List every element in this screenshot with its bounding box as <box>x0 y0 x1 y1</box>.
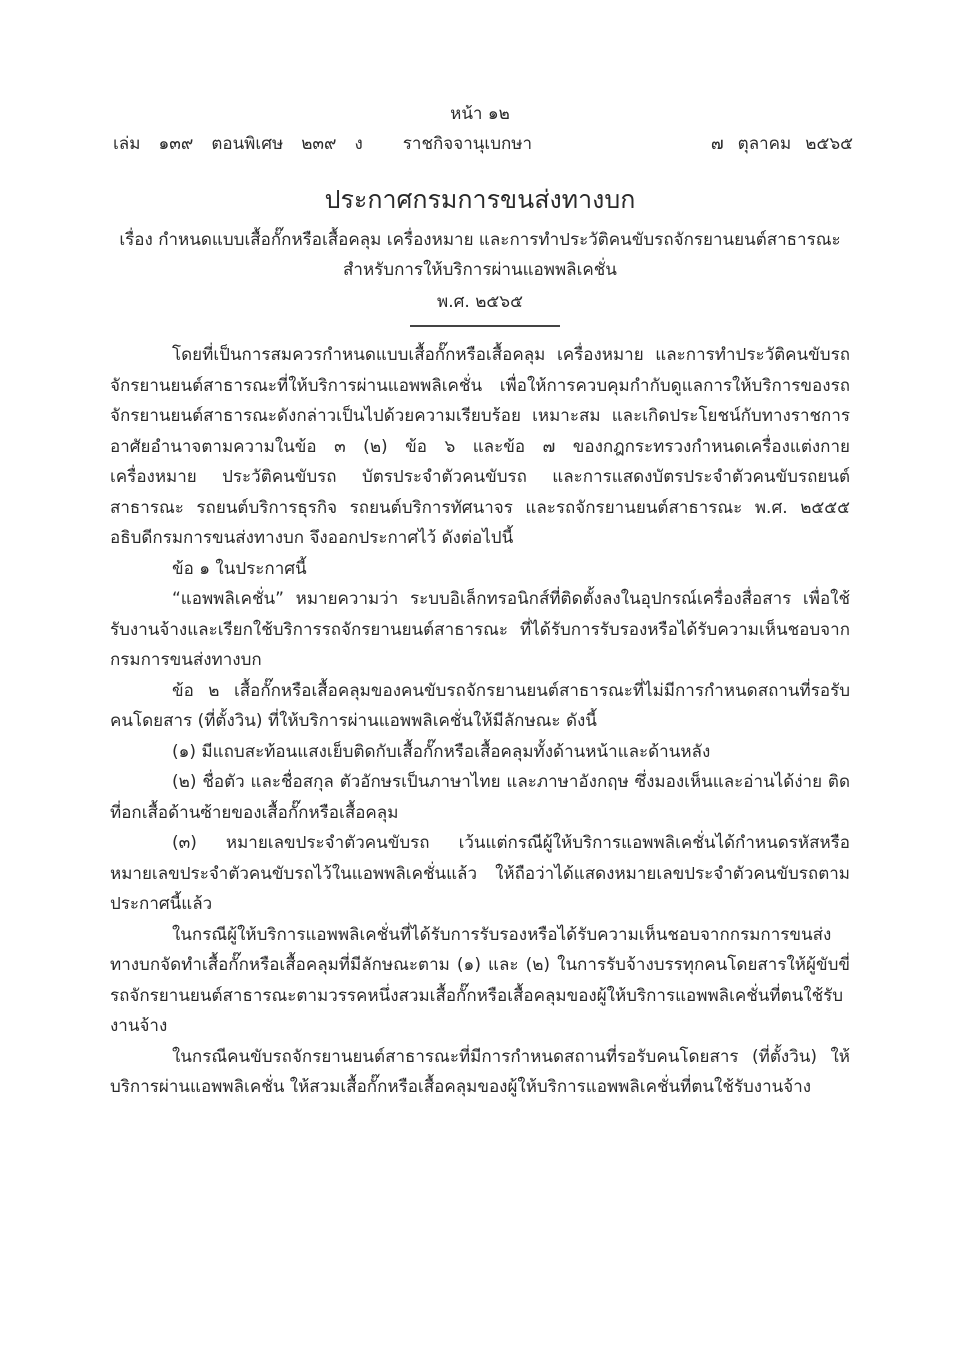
clause-2-paragraph-2: ในกรณีผู้ให้บริการแอพพลิเคชั่นที่ได้รับการรับรองหรือได้รับความเห็นชอบจากกรมการขนส่งทางบกจัดทำเสื้อกั๊กหรือเสื้อคลุมที่มีลักษณะตาม (๑) และ (๒) ในการรับจ้างบรรทุกคนโดยสารให้ผู้ขับขี่รถจักรยานยนต์สาธารณะตามวรรคหนึ่งสวมเสื้อกั๊กหรือเสื้อคลุมของผู้ให้บริการแอพพลิเคชั่นที่ตนใช้รับงานจ้าง <box>110 924 850 1036</box>
issue-number: ๒๓๙ <box>301 134 337 154</box>
issue-label: ตอนพิเศษ <box>211 134 284 154</box>
clause-2-item-3: (๓) หมายเลขประจำตัวคนขับรถ เว้นแต่กรณีผู้ให้บริการแอพพลิเคชั่นได้กำหนดรหัสหรือหมายเลขประจำตัวคนขับรถไว้ในแอพพลิเคชั่นแล้ว ให้ถือว่าได้แสดงหมายเลขประจำตัวคนขับรถตามประกาศนี้แล้ว <box>110 833 850 914</box>
date-year: ๒๕๖๕ <box>805 134 853 154</box>
publication-date <box>711 130 853 157</box>
date-day: ๗ <box>710 134 724 154</box>
gazette-volume-info <box>113 130 363 157</box>
announcement-subject <box>110 225 850 285</box>
preamble-paragraph: โดยที่เป็นการสมควรกำหนดแบบเสื้อกั๊กหรือเสื้อคลุม เครื่องหมาย และการทำประวัติคนขับรถจักรยานยนต์สาธารณะที่ให้บริการผ่านแอพพลิเคชั่น เพื่อให้การควบคุมกำกับดูแลการให้บริการของรถจักรยานยนต์สาธารณะดังกล่าวเป็นไปด้วยความเรียบร้อย เหมาะสม และเกิดประโยชน์กับทางราชการ อาศัยอำนาจตามความในข้อ ๓ (๒) ข้อ ๖ และข้อ ๗ ของกฎกระทรวงกำหนดเครื่องแต่งกาย เครื่องหมาย ประวัติคนขับรถ บัตรประจำตัวคนขับรถ และการแสดงบัตรประจำตัวคนขับรถยนต์สาธารณะ รถยนต์บริการธุรกิจ รถยนต์บริการทัศนาจร และรถจักรยานยนต์สาธารณะ พ.ศ. ๒๕๕๕ อธิบดีกรมการขนส่งทางบก จึงออกประกาศไว้ ดังต่อไปนี้ <box>110 345 850 548</box>
announcement-year: พ.ศ. ๒๕๖๕ <box>437 292 523 312</box>
publication-name: ราชกิจจานุเบกษา <box>402 134 533 154</box>
clause-1-heading: ข้อ ๑ ในประกาศนี้ <box>172 558 307 579</box>
subject-line-2: สำหรับการให้บริการผ่านแอพพลิเคชั่น <box>343 260 617 280</box>
document-body <box>110 340 850 1103</box>
volume-label: เล่ม <box>113 134 141 154</box>
volume-number: ๑๓๙ <box>158 134 194 154</box>
announcement-title: ประกาศกรมการขนส่งทางบก <box>324 185 636 214</box>
clause-2-item-2: (๒) ชื่อตัว และชื่อสกุล ตัวอักษรเป็นภาษาไทย และภาษาอังกฤษ ซึ่งมองเห็นและอ่านได้ง่าย ติดที่อกเสื้อด้านซ้ายของเสื้อกั๊กหรือเสื้อคลุม <box>110 772 850 823</box>
date-month: ตุลาคม <box>737 134 792 154</box>
clause-2: ข้อ ๒ เสื้อกั๊กหรือเสื้อคลุมของคนขับรถจักรยานยนต์สาธารณะที่ไม่มีการกำหนดสถานที่รอรับคนโดยสาร (ที่ตั้งวิน) ที่ให้บริการผ่านแอพพลิเคชั่นให้มีลักษณะ ดังนี้ <box>110 680 850 731</box>
clause-2-item-1: (๑) มีแถบสะท้อนแสงเย็บติดกับเสื้อกั๊กหรือเสื้อคลุมทั้งด้านหน้าและด้านหลัง <box>172 741 711 762</box>
title-divider <box>410 325 560 327</box>
gazette-header <box>113 130 853 157</box>
page-number: หน้า ๑๒ <box>450 104 510 124</box>
clause-2-paragraph-3: ในกรณีคนขับรถจักรยานยนต์สาธารณะที่มีการกำหนดสถานที่รอรับคนโดยสาร (ที่ตั้งวิน) ให้บริการผ่านแอพพลิเคชั่น ให้สวมเสื้อกั๊กหรือเสื้อคลุมของผู้ให้บริการแอพพลิเคชั่นที่ตนใช้รับงานจ้าง <box>110 1046 850 1097</box>
definition-application: “แอพพลิเคชั่น” หมายความว่า ระบบอิเล็กทรอนิกส์ที่ติดตั้งลงในอุปกรณ์เครื่องสื่อสาร เพื่อใช้รับงานจ้างและเรียกใช้บริการรถจักรยานยนต์สาธารณะ ที่ได้รับการรับรองหรือได้รับความเห็นชอบจากกรมการขนส่งทางบก <box>110 589 850 670</box>
section-letter: ง <box>354 134 363 154</box>
subject-line-1: เรื่อง กำหนดแบบเสื้อกั๊กหรือเสื้อคลุม เครื่องหมาย และการทำประวัติคนขับรถจักรยานยนต์สาธารณะ <box>119 230 841 250</box>
